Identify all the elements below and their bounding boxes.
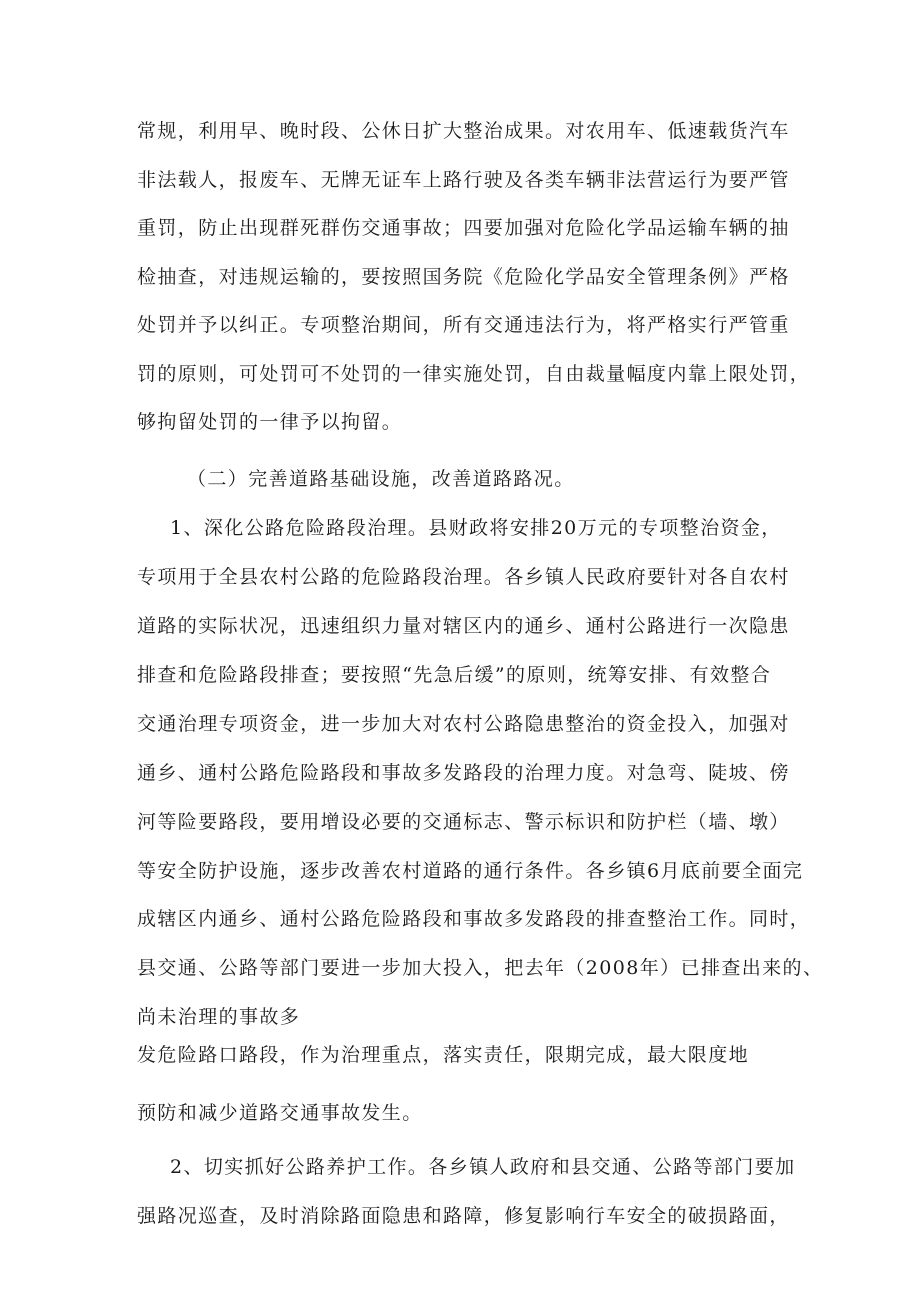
paragraph-line: 罚的原则，可处罚可不处罚的一律实施处罚，自由裁量幅度内靠上限处罚， [137,363,811,385]
paragraph-line: 常规，利用早、晚时段、公休日扩大整治成果。对农用车、低速载货汽车 [137,120,790,142]
paragraph-line: 重罚，防止出现群死群伤交通事故；四要加强对危险化学品运输车辆的抽 [137,217,790,239]
paragraph-line: 非法载人，报废车、无牌无证车上路行驶及各类车辆非法营运行为要严管 [137,169,790,191]
paragraph-line: 河等险要路段，要用增设必要的交通标志、警示标识和防护栏（墙、墩） [137,811,790,833]
paragraph-line: 尚未治理的事故多 [137,1006,301,1028]
paragraph-line: 通乡、通村公路危险路段和事故多发路段的治理力度。对急弯、陡坡、傍 [137,762,790,784]
paragraph-line: 1、深化公路危险路段治理。县财政将安排20万元的专项整治资金， [170,517,782,539]
paragraph-line: 县交通、公路等部门要进一步加大投入，把去年（2008年）已排查出来的、 [137,957,824,979]
paragraph-line: 道路的实际状况，迅速组织力量对辖区内的通乡、通村公路进行一次隐患 [137,615,790,637]
paragraph-line: 交通治理专项资金，进一步加大对农村公路隐患整治的资金投入，加强对 [137,713,790,735]
paragraph-line: 处罚并予以纠正。专项整治期间，所有交通违法行为，将严格实行严管重 [137,314,790,336]
paragraph-line: 强路况巡查，及时消除路面隐患和路障，修复影响行车安全的破损路面， [137,1205,790,1227]
paragraph-line: 排查和危险路段排查；要按照“先急后缓”的原则，统筹安排、有效整合 [137,664,772,686]
paragraph-line: 够拘留处罚的一律予以拘留。 [137,411,403,433]
section-heading: （二）完善道路基础设施，改善道路路况。 [187,468,575,490]
paragraph-line: 发危险路口路段，作为治理重点，落实责任，限期完成，最大限度地 [137,1044,750,1066]
paragraph-line: 专项用于全县农村公路的危险路段治理。各乡镇人民政府要针对各自农村 [137,566,790,588]
paragraph-line: 等安全防护设施，逐步改善农村道路的通行条件。各乡镇6月底前要全面完 [137,860,804,882]
paragraph-line: 2、切实抓好公路养护工作。各乡镇人政府和县交通、公路等部门要加 [170,1156,796,1178]
paragraph-line: 检抽查，对违规运输的，要按照国务院《危险化学品安全管理条例》严格 [137,266,790,288]
paragraph-line: 预防和减少道路交通事故发生。 [137,1102,423,1124]
paragraph-line: 成辖区内通乡、通村公路危险路段和事故多发路段的排查整治工作。同时， [137,908,811,930]
